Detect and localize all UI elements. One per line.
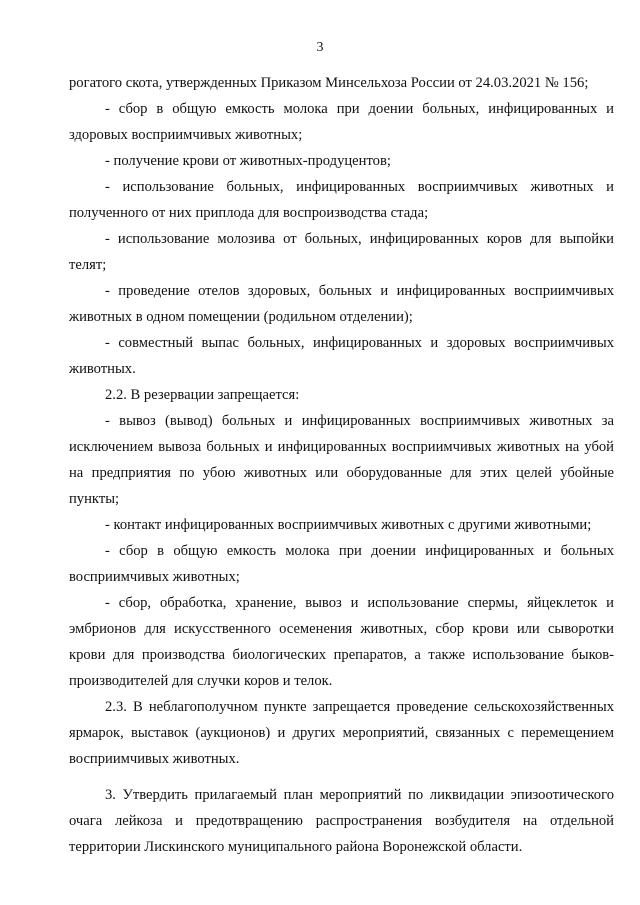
paragraph-item: - использование больных, инфицированных восприимчивых животных и полученного от них приплода для воспроизводства стада; <box>69 179 614 221</box>
paragraph-item: - сбор в общую емкость молока при доении больных, инфицированных и здоровых восприимчивых животных; <box>69 101 614 143</box>
paragraph-item: - сбор, обработка, хранение, вывоз и использование спермы, яйцеклеток и эмбрионов для искусственного осеменения животных, сбор крови или сыворотки крови для производства биологических препаратов, а также использование быков-производителей для случки коров и телок. <box>69 595 614 689</box>
page-number: 3 <box>316 40 324 55</box>
section-heading: 2.2. В резервации запрещается: <box>105 387 300 403</box>
paragraph-item: - получение крови от животных-продуцентов; <box>105 153 391 169</box>
paragraph-item: - использование молозива от больных, инфицированных коров для выпойки телят; <box>69 231 614 273</box>
paragraph-continuation: рогатого скота, утвержденных Приказом Минсельхоза России от 24.03.2021 № 156; <box>69 75 589 91</box>
paragraph-item: - проведение отелов здоровых, больных и инфицированных восприимчивых животных в одном помещении (родильном отделении); <box>69 283 614 325</box>
paragraph-item: - совместный выпас больных, инфицированных и здоровых восприимчивых животных. <box>69 335 614 377</box>
paragraph-item: - сбор в общую емкость молока при доении инфицированных и больных восприимчивых животных; <box>69 543 614 585</box>
document-body <box>69 70 614 860</box>
section-paragraph: 3. Утвердить прилагаемый план мероприятий по ликвидации эпизоотического очага лейкоза и предотвращению распространения возбудителя на отдельной территории Лискинского муниципального района Воронежской области. <box>69 787 614 855</box>
paragraph-item: - вывоз (вывод) больных и инфицированных восприимчивых животных за исключением вывоза больных и инфицированных восприимчивых животных на убой на предприятия по убою животных или оборудованные для этих целей убойные пункты; <box>69 413 614 507</box>
paragraph-item: - контакт инфицированных восприимчивых животных с другими животными; <box>105 517 592 533</box>
section-paragraph: 2.3. В неблагополучном пункте запрещается проведение сельскохозяйственных ярмарок, выставок (аукционов) и других мероприятий, связанных с перемещением восприимчивых животных. <box>69 699 614 767</box>
